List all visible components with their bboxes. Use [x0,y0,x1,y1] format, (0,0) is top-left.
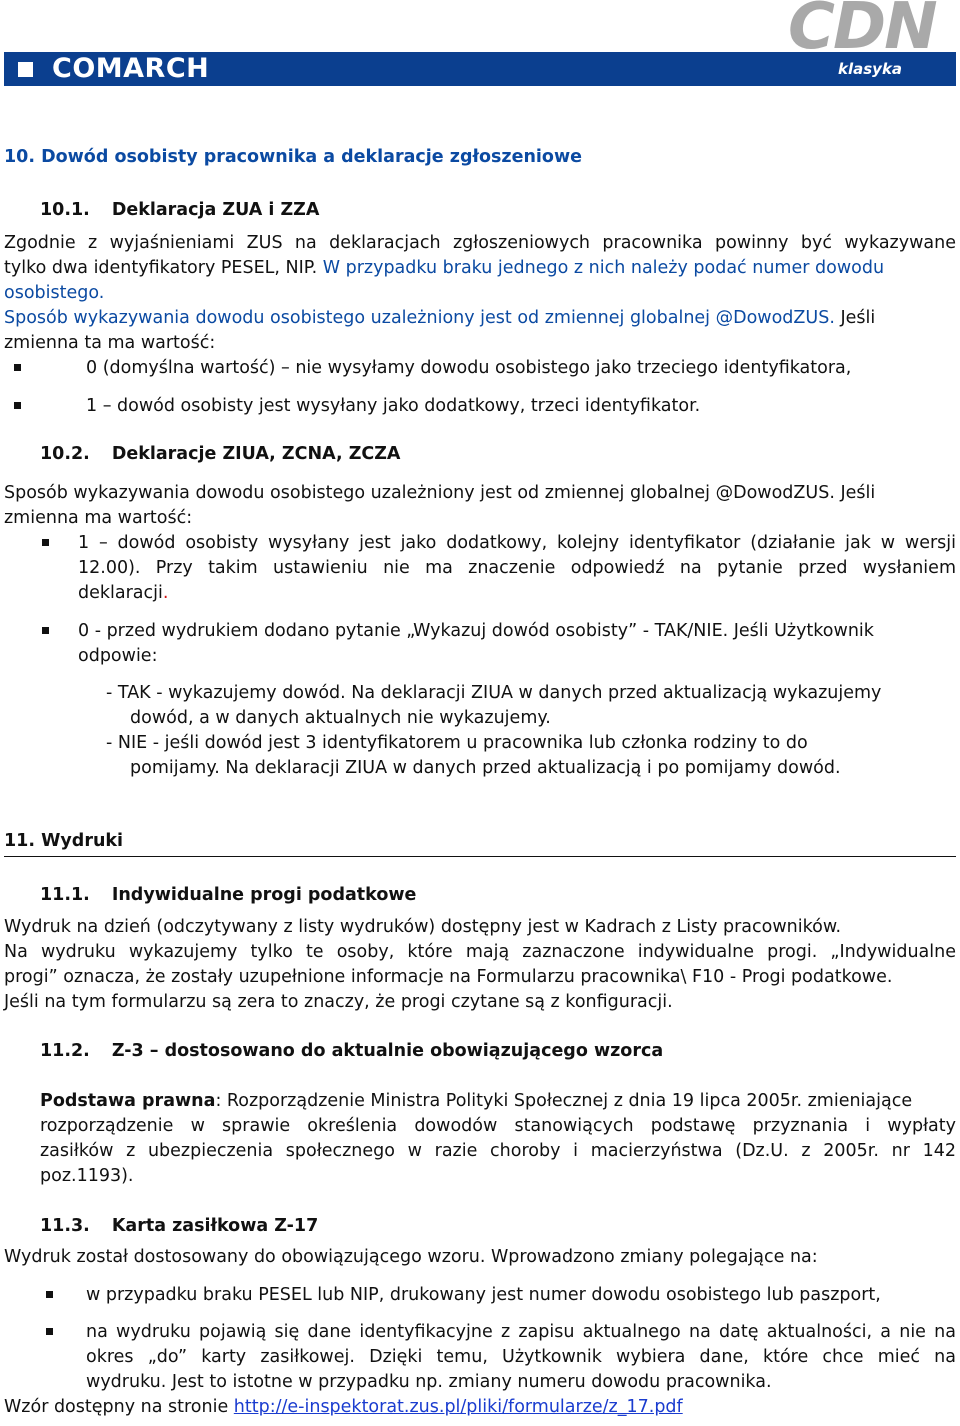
comarch-logo: COMARCH [52,53,210,84]
paragraph-line: Zgodnie z wyjaśnieniami ZUS na deklaracjach zgłoszeniowych pracownika powinny być wykazywane [4,233,956,253]
text-span: Jeśli [834,483,876,503]
bullet-icon [42,627,49,634]
section-title: Z-3 – dostosowano do aktualnie obowiązującego wzorca [111,1041,664,1061]
bullet-icon [46,1291,53,1298]
list-item-line [78,581,956,606]
red-dot-span: . [162,583,169,603]
section-number: 10.2. [40,444,90,464]
section-10-1-heading [40,198,956,223]
section-11-2-heading [40,1039,956,1064]
section-number: 11.3. [40,1216,90,1236]
form-download-link[interactable]: http://e-inspektorat.zus.pl/pliki/formularze/z_17.pdf [233,1397,683,1417]
paragraph-line: Jeśli na tym formularzu są zera to znaczy, że progi czytane są z konfiguracji. [4,992,673,1012]
text-span: deklaracji [78,583,163,603]
text-span: Jeśli [834,308,876,328]
section-11-3-heading [40,1214,956,1239]
list-item: 0 (domyślna wartość) – nie wysyłamy dowodu osobistego jako trzeciego identyfikatora, [86,358,852,378]
section-number: 11.1. [40,885,90,905]
section-divider [4,856,956,857]
section-10-title: 10. Dowód osobisty pracownika a deklaracje zgłoszeniowe [4,147,582,167]
paragraph-line: progi” oznacza, że zostały uzupełnione informacje na Formularzu pracownika\ F10 - Progi podatkowe. [4,967,893,987]
bullet-icon [14,364,21,371]
list-item-line: w przypadku braku PESEL lub NIP, drukowany jest numer dowodu osobistego lub paszport, [86,1285,881,1305]
paragraph-line [40,1089,956,1114]
legal-basis-label: Podstawa prawna [40,1091,216,1111]
section-10-2-heading [40,442,956,467]
paragraph-line: osobistego. [4,283,105,303]
klasyka-logo-text: klasyka [838,60,903,78]
paragraph-line [4,306,956,331]
dash-item-line: pomijamy. Na deklaracji ZIUA w danych przed aktualizacją i po pomijamy dowód. [130,758,841,778]
list-item-line: 1 – dowód osobisty wysyłany jest jako dodatkowy, kolejny identyfikator (działanie jak w wersji [78,533,956,553]
section-title: Indywidualne progi podatkowe [111,885,417,905]
section-title: Karta zasiłkowa Z-17 [111,1216,319,1236]
list-item-line: 12.00). Przy takim ustawieniu nie ma znaczenie odpowiedź na pytanie przed wysłaniem [78,558,956,578]
paragraph-line: zmienna ma wartość: [4,508,193,528]
page-header [0,0,960,92]
text-span: : Rozporządzenie Ministra Polityki Społecznej z dnia 19 lipca 2005r. zmieniające [215,1091,913,1111]
highlight-span: Sposób wykazywania dowodu osobistego uzależniony jest od zmiennej globalnej @DowodZUS. [4,308,835,328]
paragraph-line: zmienna ta ma wartość: [4,333,216,353]
bullet-icon [42,539,49,546]
dash-item-line: - TAK - wykazujemy dowód. Na deklaracji ZIUA w danych przed aktualizacją wykazujemy [106,683,882,703]
comarch-square-icon [18,62,33,77]
cdn-logo-text: CDN [788,0,936,64]
text-span: Sposób wykazywania dowodu osobistego uzależniony jest od zmiennej globalnej @DowodZUS. [4,483,835,503]
bullet-icon [46,1328,53,1335]
paragraph-line: zasiłków z ubezpieczenia społecznego w razie choroby i macierzyństwa (Dz.U. z 2005r. nr 142 [40,1141,956,1161]
paragraph-line: Na wydruku wykazujemy tylko te osoby, które mają zaznaczone indywidualne progi. „Indywidualne [4,942,956,962]
paragraph-line: Wydruk został dostosowany do obowiązującego wzoru. Wprowadzono zmiany polegające na: [4,1247,818,1267]
list-item-line: 0 - przed wydrukiem dodano pytanie „Wykazuj dowód osobisty” - TAK/NIE. Jeśli Użytkownik [78,621,874,641]
section-number: 11.2. [40,1041,90,1061]
text-span: tylko dwa identyfikatory PESEL, NIP. [4,258,318,278]
dash-item-line: - NIE - jeśli dowód jest 3 identyfikatorem u pracownika lub członka rodziny to do [106,733,808,753]
list-item-line: wydruku. Jest to istotne w przypadku np. zmiany numeru dowodu pracownika. [86,1372,772,1392]
text-span: Wzór dostępny na stronie [4,1397,234,1417]
dash-item-line: dowód, a w danych aktualnych nie wykazujemy. [130,708,551,728]
section-11-title: 11. Wydruki [4,831,124,851]
section-11-1-heading [40,883,956,908]
list-item-line: okres „do” karty zasiłkowej. Dzięki temu, Użytkownik wybiera dane, które chce mieć na [86,1347,956,1367]
paragraph-line [4,1395,956,1420]
paragraph-line: rozporządzenie w sprawie określenia dowodów stanowiących podstawę przyznania i wypłaty [40,1116,956,1136]
list-item-line: odpowie: [78,646,158,666]
section-title: Deklaracja ZUA i ZZA [111,200,320,220]
paragraph-line: Wydruk na dzień (odczytywany z listy wydruków) dostępny jest w Kadrach z Listy pracowników. [4,917,842,937]
cdn-klasyka-logo [780,0,958,92]
bullet-icon [14,402,21,409]
list-item: 1 – dowód osobisty jest wysyłany jako dodatkowy, trzeci identyfikator. [86,396,701,416]
list-item-line: na wydruku pojawią się dane identyfikacyjne z zapisu aktualnego na datę aktualności, a nie na [86,1322,956,1342]
section-title: Deklaracje ZIUA, ZCNA, ZCZA [111,444,401,464]
section-number: 10.1. [40,200,90,220]
paragraph-line [4,481,956,506]
highlight-span: W przypadku braku jednego z nich należy podać numer dowodu [317,258,885,278]
paragraph-line: poz.1193). [40,1166,134,1186]
paragraph-line [4,256,956,281]
